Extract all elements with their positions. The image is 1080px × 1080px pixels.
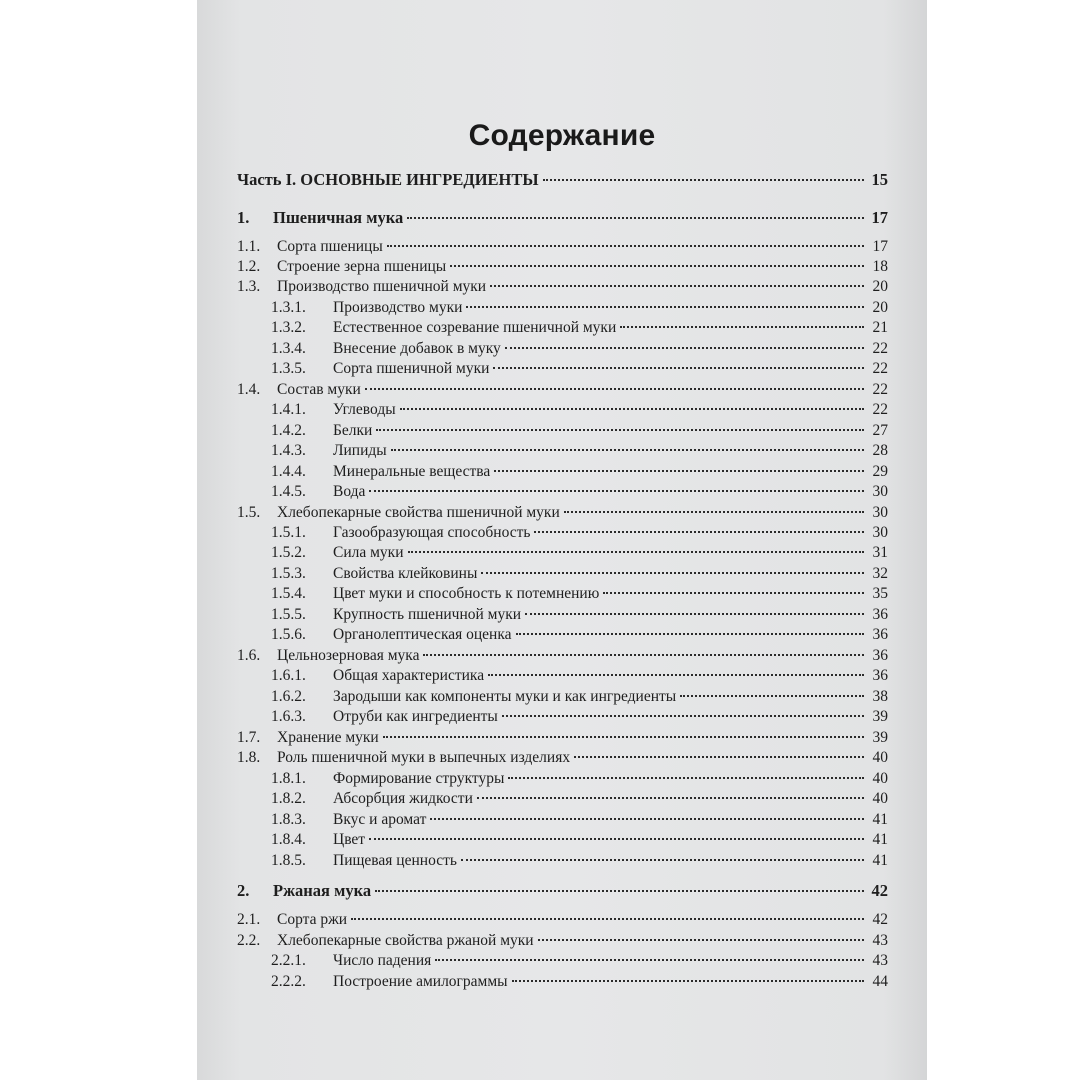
toc-entry-title: Строение зерна пшеницы: [277, 258, 447, 275]
toc-page-number: 22: [872, 381, 888, 398]
toc-entry-number: 1.4.4.: [271, 463, 306, 480]
toc-page-number: 18: [872, 258, 888, 275]
toc-entry-number: 1.1.: [237, 238, 261, 255]
toc-page-number: 35: [872, 585, 888, 602]
dot-leader: [430, 818, 864, 820]
toc-chapter-heading: [237, 206, 888, 230]
toc-page-number: 20: [872, 278, 888, 295]
toc-page-number: 17: [871, 208, 888, 227]
dot-leader: [512, 980, 864, 982]
dot-leader: [400, 408, 864, 410]
dot-leader: [375, 890, 864, 892]
toc-entry-number: 2.2.: [237, 932, 261, 949]
toc-entry-number: 1.4.5.: [271, 483, 306, 500]
dot-leader: [407, 217, 864, 219]
toc-entry-title: Хлебопекарные свойства пшеничной муки: [277, 504, 560, 521]
toc-entry-number: 1.6.1.: [271, 667, 306, 684]
toc-page-number: 22: [872, 340, 888, 357]
toc-entry-number: 1.5.2.: [271, 544, 306, 561]
toc-page-number: 32: [872, 565, 888, 582]
toc-entry-number: 1.5.4.: [271, 585, 306, 602]
dot-leader: [481, 572, 864, 574]
dot-leader: [408, 551, 864, 553]
toc-part-title: Часть I. ОСНОВНЫЕ ИНГРЕДИЕНТЫ: [237, 170, 539, 189]
toc-entry-number: 2.1.: [237, 911, 261, 928]
toc-entry-title: Цвет муки и способность к потемнению: [333, 585, 600, 602]
toc-entry-number: 1.4.: [237, 381, 261, 398]
dot-leader: [574, 756, 864, 758]
dot-leader: [351, 918, 864, 920]
toc-entry-title: Формирование структуры: [333, 770, 505, 787]
toc-entry-title: Сорта пшеницы: [277, 238, 383, 255]
toc-entry-title: Углеводы: [333, 401, 396, 418]
dot-leader: [534, 531, 864, 533]
toc-page-number: 40: [872, 790, 888, 807]
toc-subentry: [237, 970, 888, 994]
toc-page-number: 30: [872, 524, 888, 541]
toc-page-number: 29: [872, 463, 888, 480]
toc-entry-title: Белки: [333, 422, 373, 439]
toc-entry-number: 1.8.2.: [271, 790, 306, 807]
toc-page-number: 21: [872, 319, 888, 336]
toc-entry-number: 1.5.: [237, 504, 261, 521]
toc-page-number: 28: [872, 442, 888, 459]
toc-entry-title: Цельнозерновая мука: [277, 647, 420, 664]
toc-page-number: 17: [872, 238, 888, 255]
toc-page-number: 41: [872, 831, 888, 848]
toc-chapter-heading: [237, 879, 888, 903]
toc-page-number: 36: [872, 647, 888, 664]
toc-entry-number: 1.8.3.: [271, 811, 306, 828]
dot-leader: [620, 326, 864, 328]
dot-leader: [383, 736, 864, 738]
toc-entry-title: Свойства клейковины: [333, 565, 478, 582]
toc-page-number: 20: [872, 299, 888, 316]
dot-leader: [387, 245, 864, 247]
toc-page-number: 41: [872, 852, 888, 869]
dot-leader: [466, 306, 864, 308]
toc-page-number: 36: [872, 667, 888, 684]
toc-entry-number: 1.8.1.: [271, 770, 306, 787]
toc-entry-number: 1.8.: [237, 749, 261, 766]
book-page: [197, 0, 927, 1080]
toc-entry-title: Минеральные вещества: [333, 463, 491, 480]
toc-entry-number: 1.8.5.: [271, 852, 306, 869]
toc-page-number: 36: [872, 606, 888, 623]
toc-entry-number: 1.3.: [237, 278, 261, 295]
toc-entry-title: Цвет: [333, 831, 366, 848]
toc-entry-title: Зародыши как компоненты муки и как ингредиенты: [333, 688, 677, 705]
toc-part-heading: [237, 168, 888, 192]
toc-entry-title: Число падения: [333, 952, 432, 969]
toc-page-number: 43: [872, 932, 888, 949]
toc-entry-number: 1.7.: [237, 729, 261, 746]
toc-entry-title: Роль пшеничной муки в выпечных изделиях: [277, 749, 571, 766]
toc-entry-number: 1.5.5.: [271, 606, 306, 623]
dot-leader: [369, 838, 864, 840]
toc-entry-number: 1.5.3.: [271, 565, 306, 582]
toc-entry-title: Естественное созревание пшеничной муки: [333, 319, 617, 336]
toc-page-number: 42: [872, 911, 888, 928]
toc-entry-title: Липиды: [333, 442, 387, 459]
dot-leader: [450, 265, 864, 267]
dot-leader: [461, 859, 864, 861]
toc-entry-number: 1.3.5.: [271, 360, 306, 377]
dot-leader: [564, 511, 864, 513]
toc-entry-number: 1.4.2.: [271, 422, 306, 439]
toc-entry-number: 1.4.3.: [271, 442, 306, 459]
toc-entry-number: 1.8.4.: [271, 831, 306, 848]
dot-leader: [488, 674, 864, 676]
dot-leader: [508, 777, 864, 779]
dot-leader: [435, 959, 864, 961]
toc-page-number: 40: [872, 749, 888, 766]
dot-leader: [493, 367, 864, 369]
toc-entry-title: Абсорбция жидкости: [333, 790, 473, 807]
toc-page-number: 40: [872, 770, 888, 787]
toc-entry-title: Производство муки: [333, 299, 463, 316]
dot-leader: [680, 695, 864, 697]
toc-page-number: 22: [872, 401, 888, 418]
toc-entry-title: Органолептическая оценка: [333, 626, 512, 643]
toc-entry-title: Построение амилограммы: [333, 973, 508, 990]
toc-page-number: 39: [872, 729, 888, 746]
dot-leader: [490, 285, 864, 287]
toc-entry-number: 1.6.2.: [271, 688, 306, 705]
toc-entry-title: Пищевая ценность: [333, 852, 457, 869]
toc-page-number: 43: [872, 952, 888, 969]
dot-leader: [505, 347, 864, 349]
toc-entry-number: 2.2.1.: [271, 952, 306, 969]
toc-page-number: 36: [872, 626, 888, 643]
toc-entry-title: Внесение добавок в муку: [333, 340, 501, 357]
toc-entry-title: Крупность пшеничной муки: [333, 606, 522, 623]
toc-page-number: 27: [872, 422, 888, 439]
toc-entry-number: 1.4.1.: [271, 401, 306, 418]
dot-leader: [603, 592, 864, 594]
toc-entry-number: 1.3.4.: [271, 340, 306, 357]
toc-page-number: 41: [872, 811, 888, 828]
toc-page-number: 42: [871, 881, 888, 900]
toc-entry-title: Состав муки: [277, 381, 361, 398]
toc-page-number: 22: [872, 360, 888, 377]
toc-page-number: 39: [872, 708, 888, 725]
toc-page-number: 15: [871, 170, 888, 189]
toc-entry-title: Хлебопекарные свойства ржаной муки: [277, 932, 534, 949]
toc-entry-title: Вода: [333, 483, 366, 500]
toc-entry-title: Сорта пшеничной муки: [333, 360, 490, 377]
dot-leader: [538, 939, 864, 941]
toc-chapter-number: 1.: [237, 208, 250, 227]
toc-page-number: 38: [872, 688, 888, 705]
toc-entry-title: Сорта ржи: [277, 911, 348, 928]
toc-entry-number: 2.2.2.: [271, 973, 306, 990]
toc-entry-title: Хранение муки: [277, 729, 379, 746]
toc-entry-number: 1.5.6.: [271, 626, 306, 643]
page-title: Содержание: [468, 119, 656, 152]
dot-leader: [494, 470, 864, 472]
dot-leader: [516, 633, 864, 635]
dot-leader: [369, 490, 864, 492]
toc-entry-number: 1.5.1.: [271, 524, 306, 541]
toc-subentry: [237, 849, 888, 873]
toc-chapter-title: Пшеничная мука: [273, 208, 404, 227]
dot-leader: [502, 715, 864, 717]
dot-leader: [423, 654, 864, 656]
dot-leader: [365, 388, 864, 390]
toc-entry-title: Газообразующая способность: [333, 524, 531, 541]
toc-page-number: 30: [872, 504, 888, 521]
toc-entry-title: Сила муки: [333, 544, 404, 561]
toc-entry-number: 1.2.: [237, 258, 261, 275]
toc-entry-title: Отруби как ингредиенты: [333, 708, 498, 725]
toc-entry-title: Вкус и аромат: [333, 811, 427, 828]
toc-entry-number: 1.3.2.: [271, 319, 306, 336]
toc-chapter-title: Ржаная мука: [273, 881, 372, 900]
dot-leader: [376, 429, 864, 431]
toc-entry-number: 1.6.3.: [271, 708, 306, 725]
dot-leader: [525, 613, 864, 615]
dot-leader: [477, 797, 864, 799]
toc-page-number: 30: [872, 483, 888, 500]
toc-entry-number: 1.6.: [237, 647, 261, 664]
toc-page-number: 31: [872, 544, 888, 561]
toc-page-number: 44: [872, 973, 888, 990]
dot-leader: [543, 179, 864, 181]
toc-chapter-number: 2.: [237, 881, 250, 900]
toc-entry-number: 1.3.1.: [271, 299, 306, 316]
toc-entry-title: Общая характеристика: [333, 667, 485, 684]
toc-entry-title: Производство пшеничной муки: [277, 278, 487, 295]
dot-leader: [391, 449, 864, 451]
